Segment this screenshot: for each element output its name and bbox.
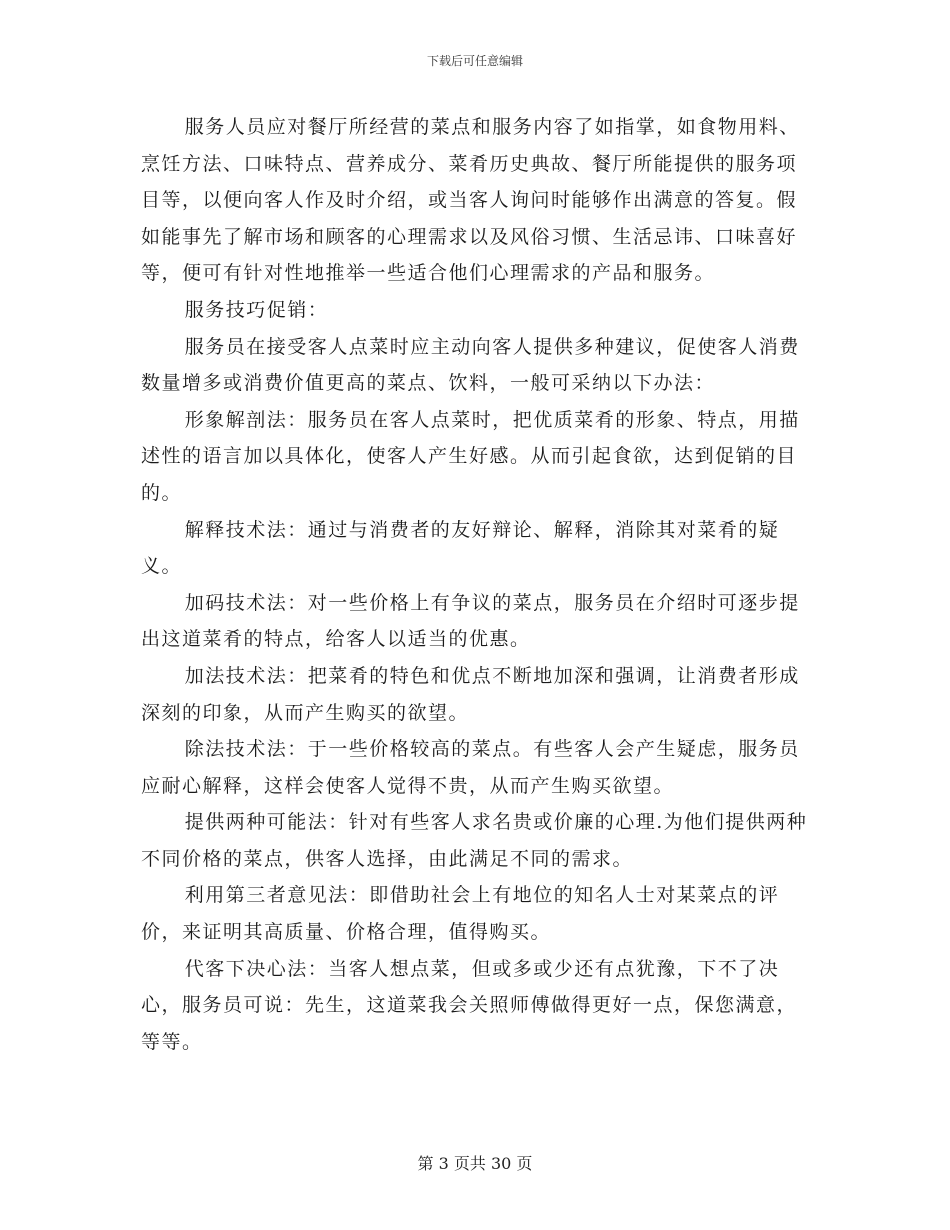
paragraph: 服务人员应对餐厅所经营的菜点和服务内容了如指掌，如食物用料、烹饪方法、口味特点、营养成分、菜肴历史典故、餐厅所能提供的服务项目等，以便向客人作及时介绍，或当客人询问时能够作出满意的答复。假如能事先了解市场和顾客的心理需求以及风俗习惯、生活忌讳、口味喜好等，便可有针对性地推举一些适合他们心理需求的产品和服务。: [141, 116, 800, 285]
paragraph: 服务员在接受客人点菜时应主动向客人提供多种建议，促使客人消费数量增多或消费价值更高的菜点、饮料，一般可采纳以下办法：: [141, 335, 800, 395]
page-header: 下载后可任意编辑: [426, 54, 523, 68]
page-footer: 第 3 页共 30 页: [417, 1154, 533, 1173]
document-body: [141, 109, 809, 1060]
paragraph: 代客下决心法：当客人想点菜，但或多或少还有点犹豫，下不了决心，服务员可说：先生，这道菜我会关照师傅做得更好一点，保您满意，等等。: [141, 957, 798, 1053]
paragraph: 除法技术法：于一些价格较高的菜点。有些客人会产生疑虑，服务员应耐心解释，这样会使客人觉得不贵，从而产生购买欲望。: [141, 738, 800, 797]
paragraph: 提供两种可能法：针对有些客人求名贵或价廉的心理.为他们提供两种不同价格的菜点，供客人选择，由此满足不同的需求。: [141, 811, 808, 870]
paragraph: 服务技巧促销：: [184, 298, 329, 321]
paragraph: 形象解剖法：服务员在客人点菜时，把优质菜肴的形象、特点，用描述性的语言加以具体化，使客人产生好感。从而引起食欲，达到促销的目的。: [141, 408, 800, 504]
paragraph: 加法技术法：把菜肴的特色和优点不断地加深和强调，让消费者形成深刻的印象，从而产生购买的欲望。: [141, 664, 800, 724]
paragraph: 利用第三者意见法：即借助社会上有地位的知名人士对某菜点的评价，来证明其高质量、价格合理，值得购买。: [141, 884, 780, 944]
paragraph: 加码技术法：对一些价格上有争议的菜点，服务员在介绍时可逐步提出这道菜肴的特点，给客人以适当的优惠。: [141, 591, 800, 651]
paragraph: 解释技术法：通过与消费者的友好辩论、解释，消除其对菜肴的疑义。: [141, 518, 780, 578]
